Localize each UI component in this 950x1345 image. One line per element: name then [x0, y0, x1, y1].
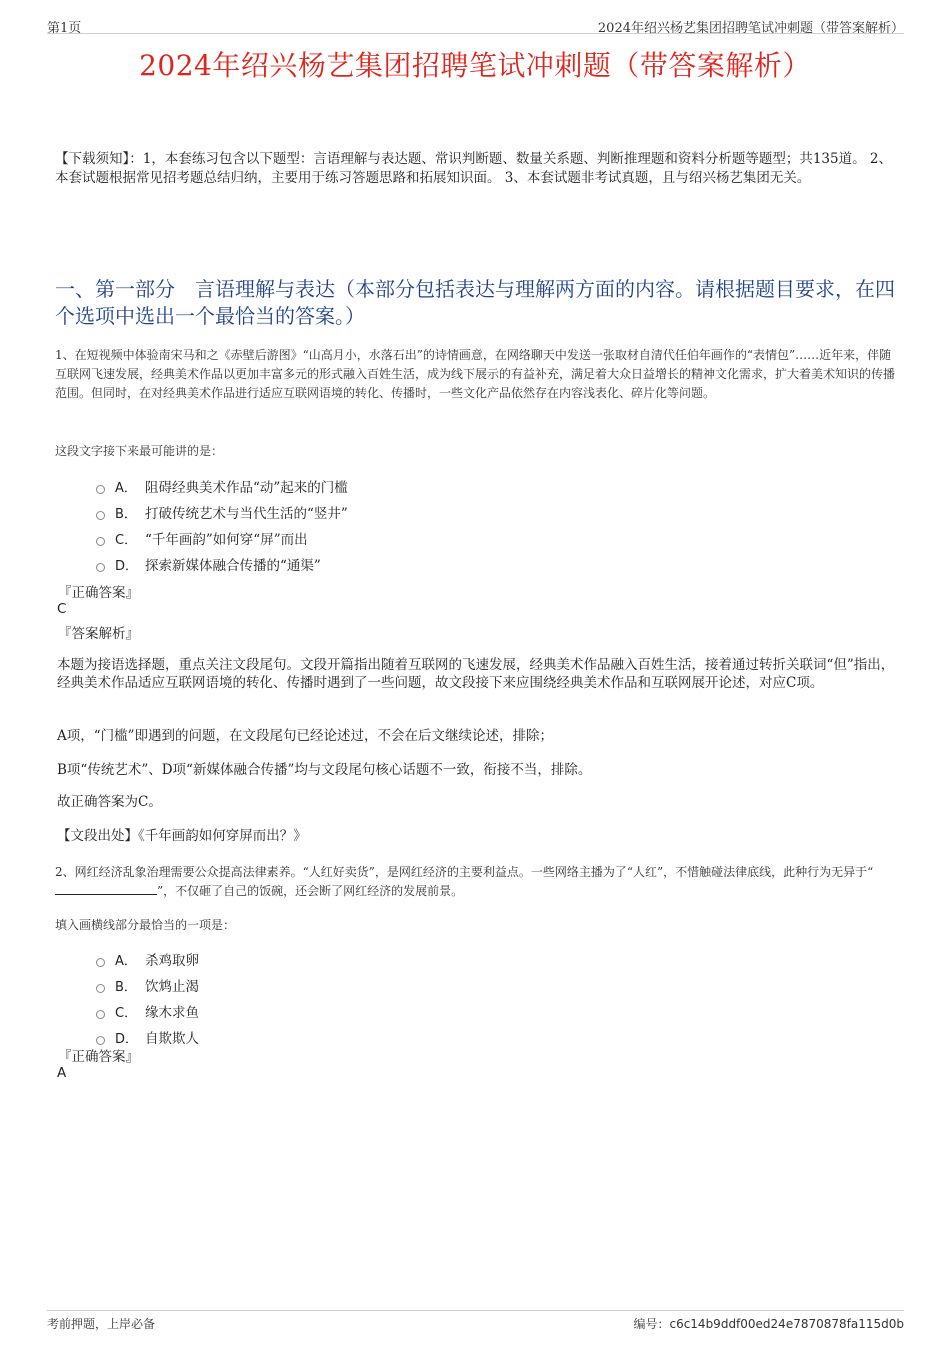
- question-1-option-b[interactable]: [96, 499, 348, 525]
- section-heading: 一、第一部分 言语理解与表达（本部分包括表达与理解两方面的内容。请根据题目要求，在四个选项中选出一个最恰当的答案。）: [55, 277, 895, 328]
- option-letter: B．: [115, 506, 137, 522]
- header-doc-title: 2024年绍兴杨艺集团招聘笔试冲刺题（带答案解析）: [597, 21, 904, 36]
- question-1-answer: C: [57, 601, 67, 617]
- footer-code: [633, 1315, 904, 1332]
- question-1-analysis-paragraph: 故正确答案为C。: [57, 794, 162, 810]
- radio-icon[interactable]: [96, 537, 105, 546]
- question-1-options: [96, 473, 348, 577]
- radio-icon[interactable]: [96, 1036, 105, 1045]
- option-text: 缘木求鱼: [145, 1005, 199, 1021]
- download-notice: 【下载须知】：1，本套练习包含以下题型：言语理解与表达题、常识判断题、数量关系题、判断推理题和资料分析题等题型；共135道。 2、本套试题根据常见招考题总结归纳，主要用于练习答题思路和拓展知识面。 3、本套试题非考试真题，且与绍兴杨艺集团无关。: [55, 151, 892, 186]
- radio-icon[interactable]: [96, 958, 105, 967]
- question-2-option-b[interactable]: [96, 972, 199, 998]
- question-2-options: [96, 946, 199, 1050]
- option-text: 打破传统艺术与当代生活的“竖井”: [145, 506, 348, 522]
- footer-code-label: 编号：: [633, 1317, 670, 1331]
- header-page-number: 第1页: [47, 21, 82, 36]
- footer-code-value: c6c14b9ddf00ed24e7870878fa115d0b: [669, 1317, 904, 1331]
- question-2-text-after: ”，不仅砸了自己的饭碗，还会断了网红经济的发展前景。: [157, 884, 464, 898]
- option-letter: A．: [115, 480, 137, 496]
- question-2-option-c[interactable]: [96, 998, 199, 1024]
- question-1-answer-label: 『正确答案』: [58, 585, 139, 601]
- option-letter: A．: [115, 953, 137, 969]
- option-letter: C．: [115, 1005, 138, 1021]
- question-2-answer-label: 『正确答案』: [58, 1049, 139, 1065]
- option-text: 饮鸩止渴: [145, 979, 199, 995]
- radio-icon[interactable]: [96, 511, 105, 520]
- question-2-text-before: 2、网红经济乱象治理需要公众提高法律素养。“人红好卖货”，是网红经济的主要利益点。一些网络主播为了“人红”，不惜触碰法律底线，此种行为无异于“: [55, 865, 874, 879]
- question-1-analysis-paragraph: B项“传统艺术”、D项“新媒体融合传播”均与文段尾句核心话题不一致，衔接不当，排除。: [57, 762, 592, 778]
- option-letter: B．: [115, 979, 137, 995]
- question-1-analysis-label: 『答案解析』: [58, 626, 139, 642]
- question-1-option-d[interactable]: [96, 551, 348, 577]
- question-1-analysis-paragraph: 本题为接语选择题，重点关注文段尾句。文段开篇指出随着互联网的飞速发展，经典美术作品融入百姓生活，接着通过转折关联词“但”指出，经典美术作品适应互联网语境的转化、传播时遇到了一些问题，故文段接下来应围绕经典美术作品和互联网展开论述，对应C项。: [57, 657, 895, 691]
- footer-slogan: 考前押题，上岸必备: [47, 1317, 156, 1331]
- footer-divider: [47, 1310, 904, 1311]
- fill-blank: [55, 882, 157, 895]
- question-1-prompt: 这段文字接下来最可能讲的是：: [55, 444, 224, 458]
- option-text: “千年画韵”如何穿“屏”而出: [145, 532, 308, 548]
- option-text: 阻碍经典美术作品“动”起来的门槛: [145, 480, 348, 496]
- question-2-option-a[interactable]: [96, 946, 199, 972]
- question-1-text: 1、在短视频中体验南宋马和之《赤壁后游图》“山高月小，水落石出”的诗情画意，在网络聊天中发送一张取材自清代任伯年画作的“表情包”……近年来，伴随互联网飞速发展，经典美术作品以更加丰富多元的形式融入百姓生活，成为线下展示的有益补充，满足着大众日益增长的精神文化需求，扩大着美术知识的传播范围。但同时，在对经典美术作品进行适应互联网语境的转化、传播时，一些文化产品依然存在内容浅表化、碎片化等问题。: [55, 348, 896, 400]
- question-2-text: [55, 863, 897, 901]
- radio-icon[interactable]: [96, 984, 105, 993]
- option-letter: D．: [115, 1031, 139, 1047]
- page-title: 2024年绍兴杨艺集团招聘笔试冲刺题（带答案解析）: [139, 49, 811, 82]
- option-text: 探索新媒体融合传播的“通渠”: [145, 558, 321, 574]
- question-1-option-c[interactable]: [96, 525, 348, 551]
- header-divider: [47, 33, 904, 34]
- question-2-answer: A: [57, 1065, 67, 1081]
- question-2-prompt: 填入画横线部分最恰当的一项是：: [55, 918, 236, 932]
- radio-icon[interactable]: [96, 485, 105, 494]
- question-1-source: 【文段出处】《千年画韵如何穿屏而出？》: [57, 828, 307, 844]
- question-1-analysis-paragraph: A项，“门槛”即遇到的问题，在文段尾句已经论述过，不会在后文继续论述，排除；: [57, 728, 554, 744]
- option-letter: C．: [115, 532, 138, 548]
- question-1-option-a[interactable]: [96, 473, 348, 499]
- option-text: 自欺欺人: [145, 1031, 199, 1047]
- option-text: 杀鸡取卵: [145, 953, 199, 969]
- radio-icon[interactable]: [96, 563, 105, 572]
- option-letter: D．: [115, 558, 139, 574]
- radio-icon[interactable]: [96, 1010, 105, 1019]
